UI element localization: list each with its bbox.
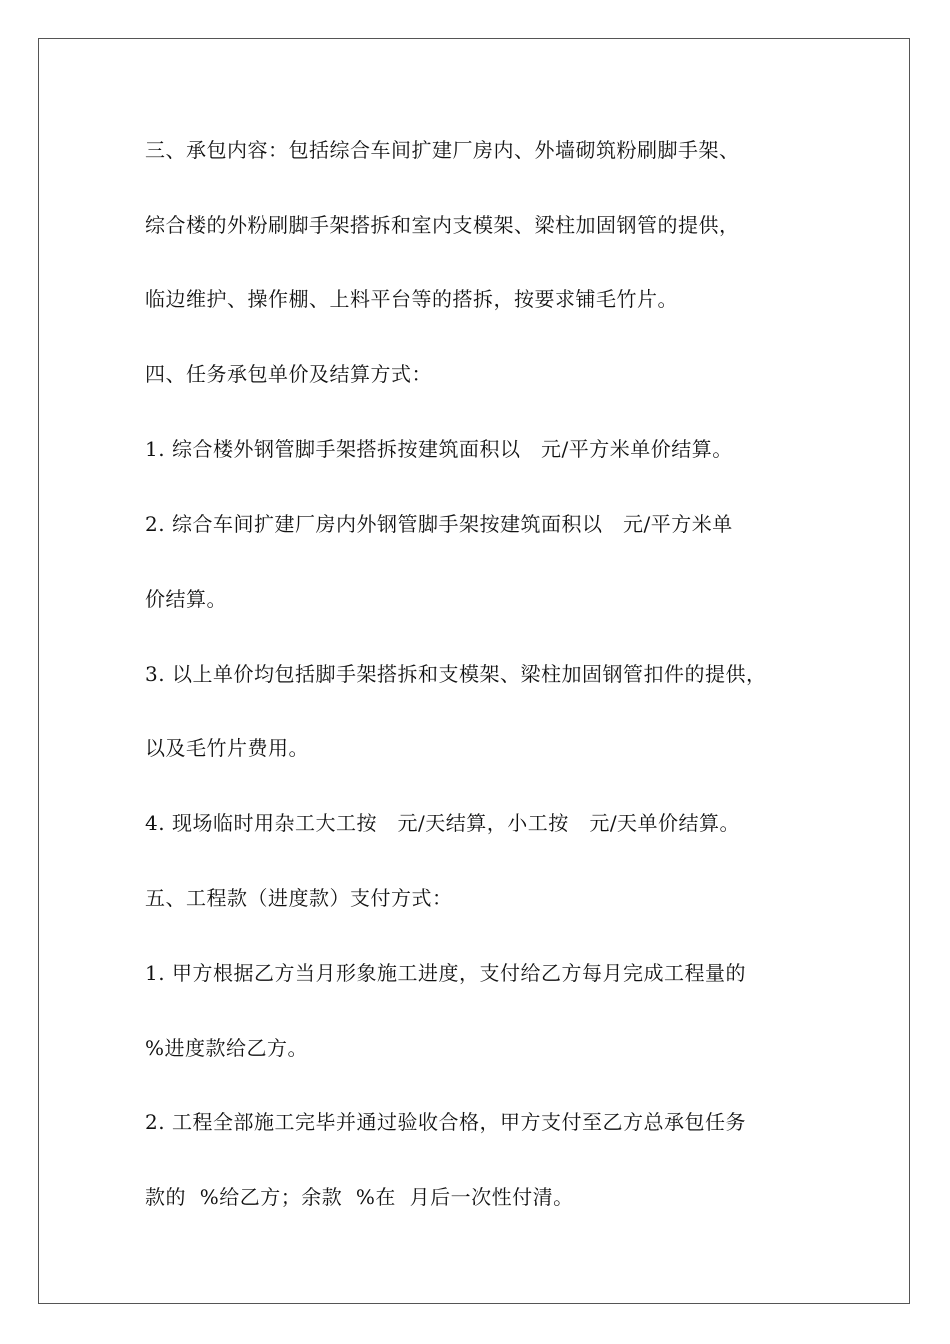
section-5-item-1: 1. 甲方根据乙方当月形象施工进度，支付给乙方每月完成工程量的 [145,961,746,985]
section-4-heading: 四、任务承包单价及结算方式： [145,362,432,386]
section-3-text-line-3: 临边维护、操作棚、上料平台等的搭拆，按要求铺毛竹片。 [145,287,678,311]
section-5-item-1-cont: %进度款给乙方。 [145,1036,309,1060]
section-4-item-1: 1. 综合楼外钢管脚手架搭拆按建筑面积以 元/平方米单价结算。 [145,437,733,461]
section-4-item-4: 4. 现场临时用杂工大工按 元/天结算，小工按 元/天单价结算。 [145,811,741,835]
section-3-text-line-2: 综合楼的外粉刷脚手架搭拆和室内支模架、梁柱加固钢管的提供， [145,213,740,237]
section-4-item-3-cont: 以及毛竹片费用。 [145,736,309,760]
section-5-item-2-cont: 款的 %给乙方；余款 %在 月后一次性付清。 [145,1185,574,1209]
section-5-item-2: 2. 工程全部施工完毕并通过验收合格，甲方支付至乙方总承包任务 [145,1110,746,1134]
section-4-item-2: 2. 综合车间扩建厂房内外钢管脚手架按建筑面积以 元/平方米单 [145,512,733,536]
section-3-heading-line: 三、承包内容：包括综合车间扩建厂房内、外墙砌筑粉刷脚手架、 [145,138,740,162]
section-5-heading: 五、工程款（进度款）支付方式： [145,886,453,910]
section-4-item-2-cont: 价结算。 [145,587,227,611]
section-4-item-3: 3. 以上单价均包括脚手架搭拆和支模架、梁柱加固钢管扣件的提供， [145,662,767,686]
